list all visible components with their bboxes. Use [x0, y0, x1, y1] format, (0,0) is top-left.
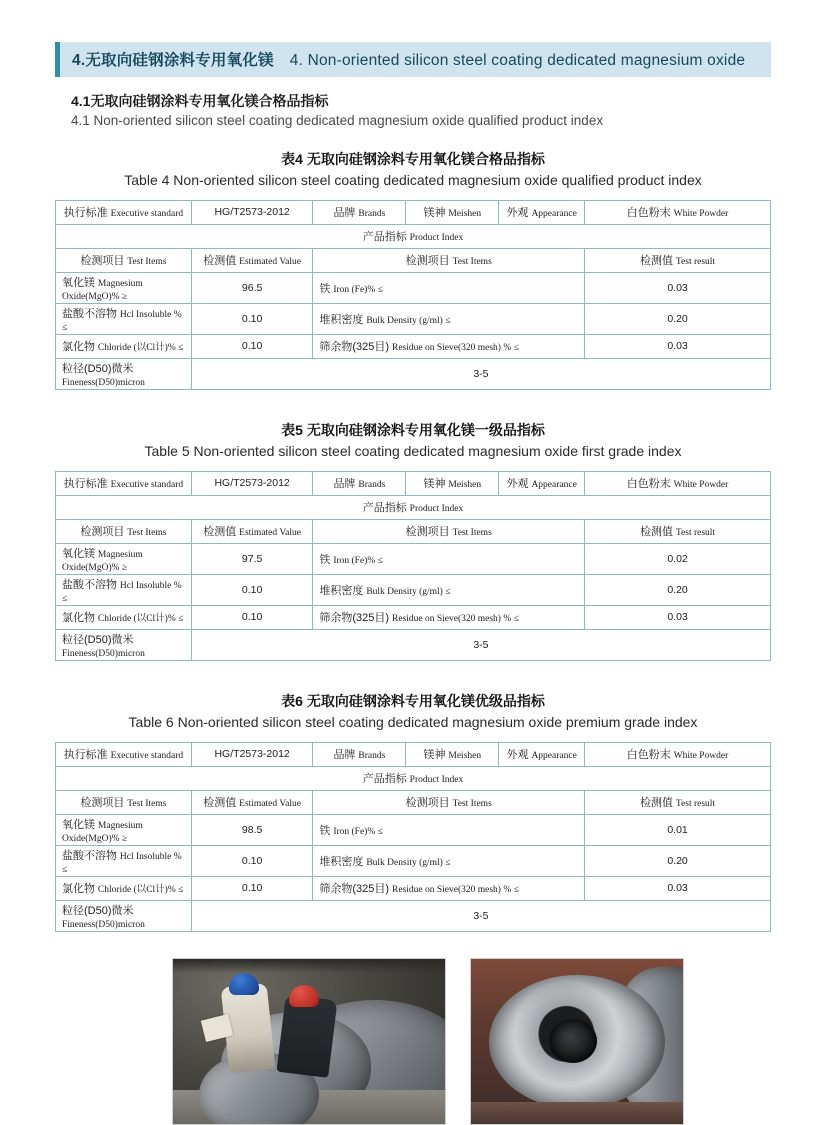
- table-row: [56, 629, 771, 660]
- photo-warehouse-floor: [471, 1102, 683, 1124]
- table-6-caption-en: Table 6 Non-oriented silicon steel coating dedicated magnesium oxide premium grade index: [128, 713, 698, 730]
- cell-hcl-label: 盐酸不溶物 Hcl Insoluble % ≤: [56, 574, 192, 605]
- cell-test-items-label-right: 检测项目 Test Items: [313, 790, 585, 814]
- table-row: [56, 543, 771, 574]
- cell-mgo-value: 97.5: [191, 543, 313, 574]
- fineness-cn: 粒径(D50)微米: [62, 362, 134, 375]
- brand-value-en: Meishen: [448, 209, 482, 220]
- cell-cl-label: 氯化物 Chloride (以Cl计)% ≤: [56, 605, 192, 629]
- cell-appearance-value: [585, 200, 771, 224]
- appearance-en: Appearance: [531, 209, 577, 220]
- table-5-caption-cn: 表5 无取向硅钢涂料专用氧化镁一级品指标: [281, 421, 545, 438]
- table-6-caption-cn: 表6 无取向硅钢涂料专用氧化镁优级品指标: [281, 692, 545, 709]
- photo-red-helmet: [289, 985, 319, 1007]
- cell-bulk-label: 堆积密度 Bulk Density (g/ml) ≤: [313, 845, 585, 876]
- cell-appearance-label: [499, 200, 585, 224]
- document-page: [0, 42, 826, 1032]
- cell-sieve-value: 0.03: [585, 334, 771, 358]
- section-banner: [55, 42, 771, 77]
- cell-test-result-label: 检测值 Test result: [585, 519, 771, 543]
- table-4-caption-cn: 表4 无取向硅钢涂料专用氧化镁合格品指标: [281, 150, 545, 167]
- table-block-6: [55, 691, 771, 932]
- table-6: [55, 742, 771, 932]
- hcl-cn: 盐酸不溶物: [62, 307, 117, 320]
- subsection-heading: [55, 91, 771, 131]
- table-row: [56, 790, 771, 814]
- cell-sieve-value: 0.03: [585, 876, 771, 900]
- fineness-en: Fineness(D50)micron: [62, 377, 145, 388]
- cell-cl-label: 氯化物 Chloride (以Cl计)% ≤: [56, 876, 192, 900]
- sieve-en: Residue on Sieve(320 mesh) % ≤: [392, 343, 519, 354]
- table-row: [56, 876, 771, 900]
- table-row: [56, 272, 771, 303]
- table-row: [56, 334, 771, 358]
- mgo-en: Magnesium Oxide(MgO)% ≥: [62, 278, 143, 302]
- cell-bulk-value: 0.20: [585, 303, 771, 334]
- cell-standard-value: HG/T2573-2012: [191, 742, 313, 766]
- table-row: [56, 766, 771, 790]
- table-block-5: [55, 420, 771, 661]
- cell-mgo-value: 98.5: [191, 814, 313, 845]
- cell-mgo-label: [56, 272, 192, 303]
- table-5-caption-en: Table 5 Non-oriented silicon steel coating dedicated magnesium oxide first grade index: [144, 442, 682, 459]
- cell-exec-standard-label: 执行标准 Executive standard: [56, 742, 192, 766]
- cell-test-items-label-left: 检测项目 Test Items: [56, 519, 192, 543]
- cell-exec-standard-label: 执行标准 Executive standard: [56, 471, 192, 495]
- cell-mgo-label: 氧化镁 Magnesium Oxide(MgO)% ≥: [56, 543, 192, 574]
- cell-estimated-value-label: 检测值 Estimated Value: [191, 790, 313, 814]
- cell-fe-label: [313, 272, 585, 303]
- table-6-caption: [55, 691, 771, 733]
- appearance-value-cn: 白色粉末: [626, 207, 671, 220]
- table-row: [56, 224, 771, 248]
- cell-sieve-label: [313, 334, 585, 358]
- fe-cn: 铁: [319, 282, 331, 295]
- cell-hcl-label: [56, 303, 192, 334]
- cell-fineness-value: 3-5: [191, 358, 770, 389]
- table-row: [56, 845, 771, 876]
- cell-appearance-label: 外观 Appearance: [499, 471, 585, 495]
- cell-brand-label: [313, 200, 406, 224]
- cell-cl-label: [56, 334, 192, 358]
- bulk-en: Bulk Density (g/ml) ≤: [366, 315, 451, 326]
- cell-product-index-band: 产品指标 Product Index: [56, 766, 771, 790]
- cell-standard-value: HG/T2573-2012: [191, 200, 313, 224]
- cell-fe-value: 0.01: [585, 814, 771, 845]
- cell-fineness-value: 3-5: [191, 629, 770, 660]
- table-4: [55, 200, 771, 390]
- cell-estimated-value-label: [191, 248, 313, 272]
- cl-cn: 氯化物: [62, 341, 95, 354]
- table-row: [56, 248, 771, 272]
- table-block-4: [55, 149, 771, 390]
- cell-appearance-value: 白色粉末 White Powder: [585, 471, 771, 495]
- table-row: [56, 900, 771, 931]
- appearance-value-en: White Powder: [673, 209, 729, 220]
- cell-brand-value: 镁神 Meishen: [406, 742, 499, 766]
- table-row: [56, 303, 771, 334]
- test-result-cn: 检测值: [639, 255, 673, 268]
- cell-hcl-value: 0.10: [191, 303, 313, 334]
- cell-cl-value: 0.10: [191, 876, 313, 900]
- photo-row: [55, 958, 771, 1125]
- cell-brand-label: 品牌 Brands: [313, 471, 406, 495]
- cell-appearance-value: 白色粉末 White Powder: [585, 742, 771, 766]
- cell-standard-value: HG/T2573-2012: [191, 471, 313, 495]
- cell-sieve-label: 筛余物(325目) Residue on Sieve(320 mesh) % ≤: [313, 876, 585, 900]
- cell-hcl-label: 盐酸不溶物 Hcl Insoluble % ≤: [56, 845, 192, 876]
- photo-blue-helmet: [229, 973, 259, 995]
- estimated-value-cn: 检测值: [203, 255, 237, 268]
- test-items-en: Test Items: [127, 257, 167, 268]
- cell-bulk-value: 0.20: [585, 845, 771, 876]
- cell-mgo-value: 96.5: [191, 272, 313, 303]
- test-items-cn-2: 检测项目: [405, 255, 450, 268]
- cell-test-result-label: 检测值 Test result: [585, 790, 771, 814]
- table-row: [56, 495, 771, 519]
- brand-value-cn: 镁神: [423, 207, 446, 220]
- exec-standard-en: Executive standard: [110, 209, 184, 220]
- cell-test-items-label-left: [56, 248, 192, 272]
- brand-en: Brands: [358, 209, 386, 220]
- photo-coil-core-hole: [549, 1019, 597, 1063]
- cell-sieve-label: 筛余物(325目) Residue on Sieve(320 mesh) % ≤: [313, 605, 585, 629]
- cell-fineness-label: 粒径(D50)微米 Fineness(D50)micron: [56, 629, 192, 660]
- test-result-en: Test result: [675, 257, 716, 268]
- table-4-caption: [55, 149, 771, 191]
- table-row: [56, 358, 771, 389]
- table-row: [56, 200, 771, 224]
- cell-test-items-label-right: [313, 248, 585, 272]
- cell-fe-value: 0.02: [585, 543, 771, 574]
- cell-hcl-value: 0.10: [191, 845, 313, 876]
- table-row: [56, 574, 771, 605]
- bulk-cn: 堆积密度: [319, 313, 364, 326]
- cell-fineness-value: 3-5: [191, 900, 770, 931]
- cell-appearance-label: 外观 Appearance: [499, 742, 585, 766]
- cell-product-index-band: [56, 224, 771, 248]
- cell-mgo-label: 氧化镁 Magnesium Oxide(MgO)% ≥: [56, 814, 192, 845]
- appearance-cn: 外观: [506, 207, 529, 220]
- photo-workers-inspecting-steel-coils: [172, 958, 446, 1125]
- table-5: [55, 471, 771, 661]
- test-items-cn: 检测项目: [80, 255, 125, 268]
- table-row: [56, 471, 771, 495]
- cell-bulk-label: 堆积密度 Bulk Density (g/ml) ≤: [313, 574, 585, 605]
- table-row: [56, 814, 771, 845]
- hcl-en: Hcl Insoluble % ≤: [62, 309, 182, 333]
- estimated-value-en: Estimated Value: [239, 257, 301, 268]
- subsection-heading-cn: 4.1无取向硅钢涂料专用氧化镁合格品指标: [71, 93, 329, 109]
- cell-exec-standard-label: [56, 200, 192, 224]
- sieve-cn: 筛余物(325目): [319, 341, 390, 354]
- product-index-en: Product Index: [409, 233, 464, 244]
- cell-fe-value: 0.03: [585, 272, 771, 303]
- cell-fe-label: 铁 Iron (Fe)% ≤: [313, 543, 585, 574]
- fe-en: Iron (Fe)% ≤: [333, 284, 383, 295]
- photo-ceiling-beam: [173, 959, 445, 973]
- cell-bulk-label: [313, 303, 585, 334]
- exec-standard-cn: 执行标准: [63, 207, 108, 220]
- photo-steel-coil-closeup: [470, 958, 684, 1125]
- table-row: [56, 742, 771, 766]
- table-5-caption: [55, 420, 771, 462]
- cell-sieve-value: 0.03: [585, 605, 771, 629]
- cell-test-items-label-left: 检测项目 Test Items: [56, 790, 192, 814]
- brand-cn: 品牌: [333, 207, 356, 220]
- cell-fineness-label: 粒径(D50)微米 Fineness(D50)micron: [56, 900, 192, 931]
- table-4-caption-en: Table 4 Non-oriented silicon steel coating dedicated magnesium oxide qualified product index: [124, 171, 702, 188]
- cell-estimated-value-label: 检测值 Estimated Value: [191, 519, 313, 543]
- cell-fineness-label: [56, 358, 192, 389]
- cell-brand-label: 品牌 Brands: [313, 742, 406, 766]
- product-index-cn: 产品指标: [362, 231, 407, 244]
- mgo-cn: 氧化镁: [62, 276, 95, 289]
- cell-hcl-value: 0.10: [191, 574, 313, 605]
- table-row: [56, 605, 771, 629]
- cell-cl-value: 0.10: [191, 334, 313, 358]
- cell-product-index-band: 产品指标 Product Index: [56, 495, 771, 519]
- cell-test-items-label-right: 检测项目 Test Items: [313, 519, 585, 543]
- subsection-heading-en: 4.1 Non-oriented silicon steel coating dedicated magnesium oxide qualified product index: [71, 113, 604, 129]
- section-banner-title-en: 4. Non-oriented silicon steel coating dedicated magnesium oxide: [289, 52, 746, 69]
- test-items-en-2: Test Items: [452, 257, 492, 268]
- cell-bulk-value: 0.20: [585, 574, 771, 605]
- section-banner-title-cn: 4.无取向硅钢涂料专用氧化镁: [72, 52, 274, 69]
- cell-fe-label: 铁 Iron (Fe)% ≤: [313, 814, 585, 845]
- table-row: [56, 519, 771, 543]
- cell-brand-value: [406, 200, 499, 224]
- cell-cl-value: 0.10: [191, 605, 313, 629]
- cl-en: Chloride (以Cl计)% ≤: [97, 343, 184, 354]
- cell-test-result-label: [585, 248, 771, 272]
- cell-brand-value: 镁神 Meishen: [406, 471, 499, 495]
